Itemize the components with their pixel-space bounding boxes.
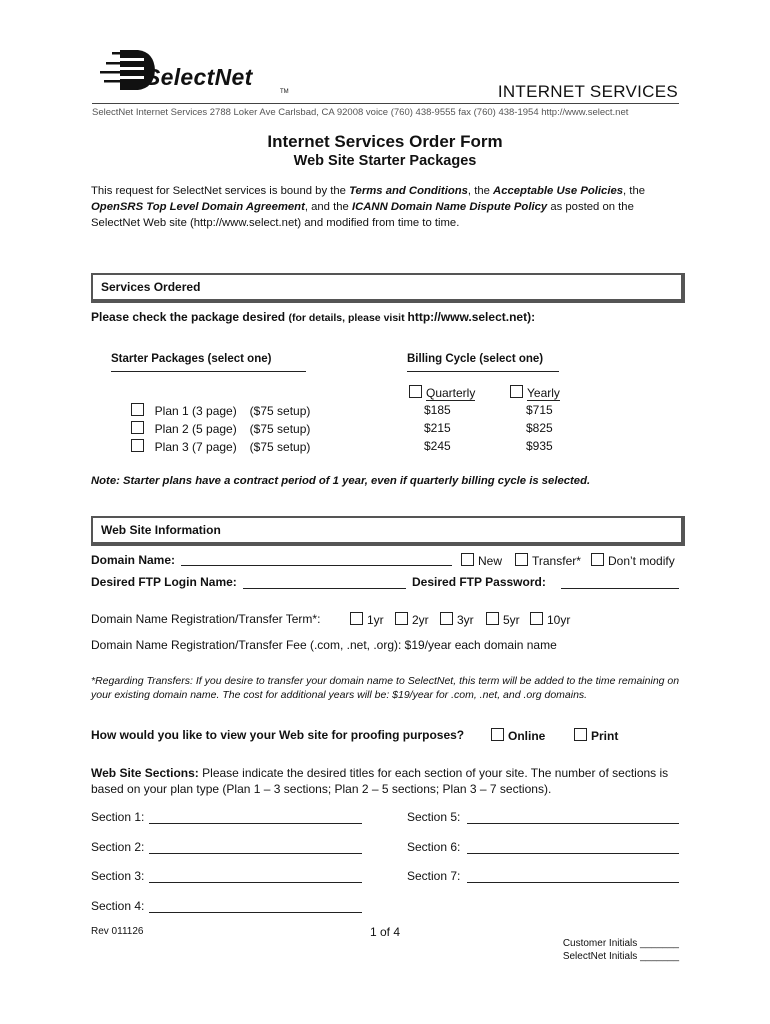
quarterly-option[interactable]: Quarterly bbox=[409, 385, 475, 401]
proofing-question: How would you like to view your Web site for proofing purposes? bbox=[91, 728, 465, 742]
domain-dont-modify-option[interactable]: Don’t modify bbox=[591, 553, 675, 568]
services-ordered-header: Services Ordered bbox=[91, 273, 685, 303]
icann-link: ICANN Domain Name Dispute Policy bbox=[351, 201, 548, 213]
plan-2-yearly-price: $825 bbox=[526, 421, 553, 435]
page-title: Internet Services Order Form bbox=[267, 132, 503, 151]
ftp-password-label: Desired FTP Password: bbox=[412, 575, 546, 589]
plan-1-option[interactable]: Plan 1 (3 page) ($75 setup) bbox=[131, 403, 310, 418]
contract-note: Note: Starter plans have a contract period of 1 year, even if quarterly billing cycle is selected. bbox=[91, 475, 591, 487]
plan-2-checkbox[interactable] bbox=[131, 421, 144, 434]
domain-fee-text: Domain Name Registration/Transfer Fee (.com, .net, .org): $19/year each domain name bbox=[91, 638, 557, 652]
section-2-label: Section 2: bbox=[91, 840, 145, 854]
transfer-note: *Regarding Transfers: If you desire to transfer your domain name to SelectNet, this term will be added to the time remaining on your existing domain name. The cost for additional years will be: $19/year for .com, .net, and .org domains. bbox=[91, 675, 680, 701]
billing-cycle-heading: Billing Cycle (select one) bbox=[407, 353, 559, 372]
term-1yr-option[interactable]: 1yr bbox=[350, 612, 384, 627]
ftp-login-label: Desired FTP Login Name: bbox=[91, 575, 237, 589]
domain-new-option[interactable]: New bbox=[461, 553, 502, 568]
plan-3-checkbox[interactable] bbox=[131, 439, 144, 452]
section-1-field[interactable] bbox=[149, 823, 362, 824]
plan-1-yearly-price: $715 bbox=[526, 403, 553, 417]
plan-2-option[interactable]: Plan 2 (5 page) ($75 setup) bbox=[131, 421, 310, 436]
term-3yr-option[interactable]: 3yr bbox=[440, 612, 474, 627]
section-4-field[interactable] bbox=[149, 912, 362, 913]
plan-1-checkbox[interactable] bbox=[131, 403, 144, 416]
company-address: SelectNet Internet Services 2788 Loker Ave Carlsbad, CA 92008 voice (760) 438-9555 fax (760) 438-1954 http://www.select.net bbox=[92, 107, 629, 118]
term-10yr-option[interactable]: 10yr bbox=[530, 612, 570, 627]
division-title: INTERNET SERVICES bbox=[497, 82, 678, 101]
customer-initials: Customer Initials _______ bbox=[562, 938, 679, 949]
section-7-field[interactable] bbox=[467, 882, 679, 883]
header-divider bbox=[92, 103, 679, 104]
plan-2-quarterly-price: $215 bbox=[424, 421, 451, 435]
website-information-header: Web Site Information bbox=[91, 516, 685, 546]
domain-transfer-checkbox[interactable] bbox=[515, 553, 528, 566]
brand-name: SelectNet bbox=[145, 64, 253, 90]
section-5-field[interactable] bbox=[467, 823, 679, 824]
intro-paragraph: This request for SelectNet services is bound by the Terms and Conditions, the Acceptable Use Policies, the OpenSRS Top Level Domain Agreement, and the ICANN Domain Name Dispute Policy as posted on the SelectNet Web site (http://www.select.net) and modified from time to time. bbox=[91, 185, 646, 229]
ftp-login-field[interactable] bbox=[243, 588, 406, 589]
section-4-label: Section 4: bbox=[91, 899, 145, 913]
term-label: Domain Name Registration/Transfer Term*: bbox=[91, 612, 321, 626]
term-5yr-checkbox[interactable] bbox=[486, 612, 499, 625]
term-1yr-checkbox[interactable] bbox=[350, 612, 363, 625]
quarterly-checkbox[interactable] bbox=[409, 385, 422, 398]
section-7-label: Section 7: bbox=[407, 869, 461, 883]
term-3yr-checkbox[interactable] bbox=[440, 612, 453, 625]
section-6-label: Section 6: bbox=[407, 840, 461, 854]
plan-3-option[interactable]: Plan 3 (7 page) ($75 setup) bbox=[131, 439, 310, 454]
domain-transfer-option[interactable]: Transfer* bbox=[515, 553, 581, 568]
section-3-label: Section 3: bbox=[91, 869, 145, 883]
term-2yr-checkbox[interactable] bbox=[395, 612, 408, 625]
section-2-field[interactable] bbox=[149, 853, 362, 854]
term-5yr-option[interactable]: 5yr bbox=[486, 612, 520, 627]
terms-link: Terms and Conditions bbox=[349, 185, 468, 197]
section-6-field[interactable] bbox=[467, 853, 679, 854]
aup-link: Acceptable Use Policies bbox=[493, 185, 624, 197]
term-10yr-checkbox[interactable] bbox=[530, 612, 543, 625]
domain-new-checkbox[interactable] bbox=[461, 553, 474, 566]
ftp-password-field[interactable] bbox=[561, 588, 679, 589]
opensrs-link: OpenSRS Top Level Domain Agreement bbox=[91, 201, 305, 213]
yearly-option[interactable]: Yearly bbox=[510, 385, 560, 401]
section-5-label: Section 5: bbox=[407, 810, 461, 824]
starter-packages-heading: Starter Packages (select one) bbox=[111, 353, 306, 372]
revision-label: Rev 011126 bbox=[91, 926, 144, 937]
selectnet-initials: SelectNet Initials _______ bbox=[562, 951, 679, 962]
plan-3-quarterly-price: $245 bbox=[424, 439, 451, 453]
term-2yr-option[interactable]: 2yr bbox=[395, 612, 429, 627]
package-instruction: Please check the package desired (for details, please visit http://www.select.net): bbox=[91, 310, 536, 324]
domain-name-label: Domain Name: bbox=[91, 553, 176, 567]
trademark-mark: TM bbox=[280, 89, 289, 95]
plan-1-quarterly-price: $185 bbox=[424, 403, 451, 417]
proof-print-checkbox[interactable] bbox=[574, 728, 587, 741]
section-3-field[interactable] bbox=[149, 882, 362, 883]
proof-online-option[interactable]: Online bbox=[491, 728, 545, 743]
domain-name-field[interactable] bbox=[181, 565, 452, 566]
yearly-checkbox[interactable] bbox=[510, 385, 523, 398]
proof-online-checkbox[interactable] bbox=[491, 728, 504, 741]
plan-3-yearly-price: $935 bbox=[526, 439, 553, 453]
domain-dont-modify-checkbox[interactable] bbox=[591, 553, 604, 566]
proof-print-option[interactable]: Print bbox=[574, 728, 618, 743]
page-number: 1 of 4 bbox=[370, 925, 401, 939]
section-1-label: Section 1: bbox=[91, 810, 145, 824]
sections-instructions: Web Site Sections: Please indicate the desired titles for each section of your site. The number of sections is based on your plan type (Plan 1 – 3 sections; Plan 2 – 5 sections; Plan 3 – 7 sections). bbox=[91, 766, 669, 796]
page-subtitle: Web Site Starter Packages bbox=[293, 153, 477, 169]
